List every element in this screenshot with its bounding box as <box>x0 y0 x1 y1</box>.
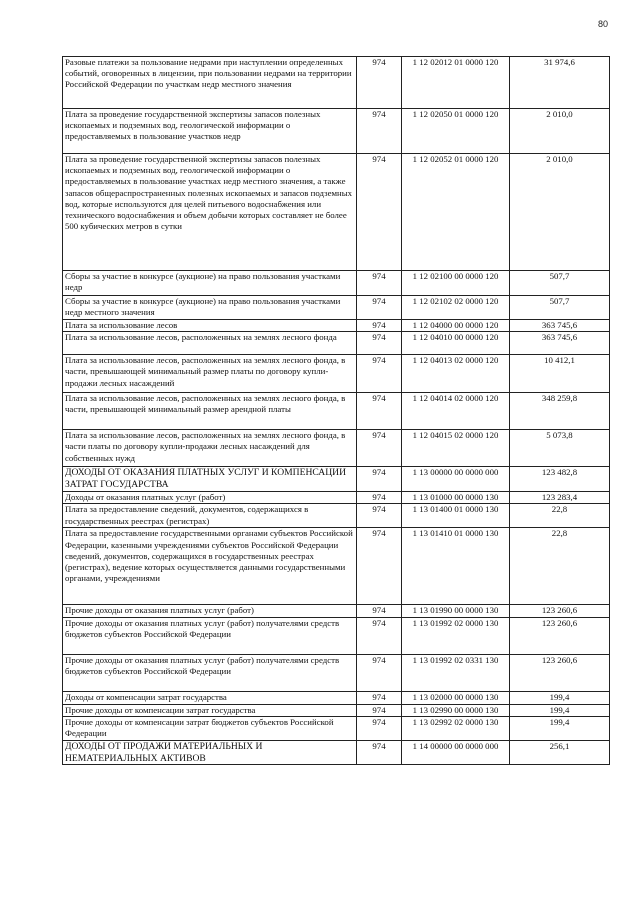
row-name: Прочие доходы от оказания платных услуг (работ) <box>63 605 357 617</box>
row-amount: 31 974,6 <box>510 57 610 109</box>
row-budget-code: 1 13 01410 01 0000 130 <box>402 528 510 605</box>
row-admin-code: 974 <box>357 109 402 154</box>
table-row <box>63 271 610 296</box>
row-admin-code: 974 <box>357 296 402 320</box>
row-budget-code: 1 13 01992 02 0000 130 <box>402 617 510 654</box>
row-budget-code: 1 12 02050 01 0000 120 <box>402 109 510 154</box>
row-amount: 507,7 <box>510 271 610 296</box>
row-admin-code: 974 <box>357 654 402 691</box>
row-admin-code: 974 <box>357 393 402 430</box>
row-name: Сборы за участие в конкурсе (аукционе) на право пользования участками недр <box>63 271 357 296</box>
row-admin-code: 974 <box>357 57 402 109</box>
row-name: ДОХОДЫ ОТ ПРОДАЖИ МАТЕРИАЛЬНЫХ И НЕМАТЕРИАЛЬНЫХ АКТИВОВ <box>63 740 357 765</box>
table-row <box>63 57 610 109</box>
row-admin-code: 974 <box>357 704 402 716</box>
row-admin-code: 974 <box>357 740 402 765</box>
row-budget-code: 1 12 02012 01 0000 120 <box>402 57 510 109</box>
row-name: Разовые платежи за пользование недрами при наступлении определенных событий, оговоренных в лицензии, при пользовании недрами на территории Российской Федерации по участкам недр местного значения <box>63 57 357 109</box>
row-budget-code: 1 14 00000 00 0000 000 <box>402 740 510 765</box>
row-admin-code: 974 <box>357 154 402 271</box>
row-name: Плата за использование лесов, расположенных на землях лесного фонда, в части платы по договору купли-продажи лесных насаждений для собственных нужд <box>63 430 357 467</box>
row-name: Плата за предоставление сведений, документов, содержащихся в государственных реестрах (регистрах) <box>63 504 357 528</box>
row-amount: 199,4 <box>510 704 610 716</box>
table-row <box>63 154 610 271</box>
row-name: ДОХОДЫ ОТ ОКАЗАНИЯ ПЛАТНЫХ УСЛУГ И КОМПЕНСАЦИИ ЗАТРАТ ГОСУДАРСТВА <box>63 467 357 492</box>
row-name: Прочие доходы от компенсации затрат государства <box>63 704 357 716</box>
row-amount: 363 745,6 <box>510 332 610 355</box>
row-budget-code: 1 13 02992 02 0000 130 <box>402 716 510 740</box>
row-amount: 5 073,8 <box>510 430 610 467</box>
row-amount: 22,8 <box>510 504 610 528</box>
row-amount: 348 259,8 <box>510 393 610 430</box>
row-name: Плата за использование лесов, расположенных на землях лесного фонда, в части, превышающей минимальный размер платы по договору купли-продажи лесных насаждений <box>63 355 357 393</box>
row-budget-code: 1 12 04010 00 0000 120 <box>402 332 510 355</box>
row-budget-code: 1 12 02102 02 0000 120 <box>402 296 510 320</box>
row-budget-code: 1 12 04013 02 0000 120 <box>402 355 510 393</box>
table-row <box>63 296 610 320</box>
row-amount: 363 745,6 <box>510 320 610 332</box>
table-row <box>63 605 610 617</box>
row-admin-code: 974 <box>357 528 402 605</box>
revenue-table <box>62 56 610 765</box>
table-row <box>63 528 610 605</box>
row-admin-code: 974 <box>357 716 402 740</box>
row-amount: 123 482,8 <box>510 467 610 492</box>
row-amount: 123 283,4 <box>510 492 610 504</box>
row-admin-code: 974 <box>357 691 402 704</box>
row-amount: 507,7 <box>510 296 610 320</box>
row-amount: 199,4 <box>510 716 610 740</box>
row-amount: 256,1 <box>510 740 610 765</box>
row-amount: 123 260,6 <box>510 617 610 654</box>
row-budget-code: 1 12 02100 00 0000 120 <box>402 271 510 296</box>
table-row <box>63 704 610 716</box>
row-budget-code: 1 13 00000 00 0000 000 <box>402 467 510 492</box>
row-amount: 10 412,1 <box>510 355 610 393</box>
row-budget-code: 1 13 02990 00 0000 130 <box>402 704 510 716</box>
row-name: Доходы от компенсации затрат государства <box>63 691 357 704</box>
table-row <box>63 332 610 355</box>
table-row <box>63 716 610 740</box>
row-name: Плата за предоставление государственными органами субъектов Российской Федерации, казенными учреждениями субъектов Российской Федерации сведений, документов, содержащихся в государственных реестрах (регистрах), ведение которых осуществляется данными государственными органами, учреждениями <box>63 528 357 605</box>
row-budget-code: 1 13 01000 00 0000 130 <box>402 492 510 504</box>
row-budget-code: 1 12 04015 02 0000 120 <box>402 430 510 467</box>
row-budget-code: 1 13 01990 00 0000 130 <box>402 605 510 617</box>
row-budget-code: 1 13 01400 01 0000 130 <box>402 504 510 528</box>
row-name: Плата за использование лесов, расположенных на землях лесного фонда, в части, превышающей минимальный размер арендной платы <box>63 393 357 430</box>
table-row <box>63 691 610 704</box>
row-amount: 123 260,6 <box>510 605 610 617</box>
table-row <box>63 654 610 691</box>
row-admin-code: 974 <box>357 332 402 355</box>
row-amount: 199,4 <box>510 691 610 704</box>
table-row <box>63 320 610 332</box>
table-row <box>63 740 610 765</box>
row-name: Плата за использование лесов, расположенных на землях лесного фонда <box>63 332 357 355</box>
row-amount: 22,8 <box>510 528 610 605</box>
row-budget-code: 1 13 02000 00 0000 130 <box>402 691 510 704</box>
row-admin-code: 974 <box>357 504 402 528</box>
row-budget-code: 1 12 04014 02 0000 120 <box>402 393 510 430</box>
table-row <box>63 393 610 430</box>
row-name: Прочие доходы от оказания платных услуг (работ) получателями средств бюджетов субъектов Российской Федерации <box>63 617 357 654</box>
table-row <box>63 617 610 654</box>
table-row <box>63 504 610 528</box>
row-name: Прочие доходы от оказания платных услуг (работ) получателями средств бюджетов субъектов Российской Федерации <box>63 654 357 691</box>
table-row <box>63 492 610 504</box>
row-name: Плата за использование лесов <box>63 320 357 332</box>
row-name: Доходы от оказания платных услуг (работ) <box>63 492 357 504</box>
row-name: Прочие доходы от компенсации затрат бюджетов субъектов Российской Федерации <box>63 716 357 740</box>
row-admin-code: 974 <box>357 467 402 492</box>
row-admin-code: 974 <box>357 320 402 332</box>
row-budget-code: 1 12 04000 00 0000 120 <box>402 320 510 332</box>
row-amount: 2 010,0 <box>510 109 610 154</box>
table-row <box>63 467 610 492</box>
row-budget-code: 1 12 02052 01 0000 120 <box>402 154 510 271</box>
table-row <box>63 109 610 154</box>
row-name: Сборы за участие в конкурсе (аукционе) на право пользования участками недр местного значения <box>63 296 357 320</box>
row-admin-code: 974 <box>357 430 402 467</box>
row-admin-code: 974 <box>357 355 402 393</box>
row-admin-code: 974 <box>357 617 402 654</box>
row-name: Плата за проведение государственной экспертизы запасов полезных ископаемых и подземных вод, геологической информации о предоставляемых в пользование участков недр <box>63 109 357 154</box>
row-admin-code: 974 <box>357 605 402 617</box>
row-amount: 123 260,6 <box>510 654 610 691</box>
page-number: 80 <box>597 19 608 29</box>
row-amount: 2 010,0 <box>510 154 610 271</box>
row-admin-code: 974 <box>357 271 402 296</box>
table-row <box>63 430 610 467</box>
row-admin-code: 974 <box>357 492 402 504</box>
row-budget-code: 1 13 01992 02 0331 130 <box>402 654 510 691</box>
table-row <box>63 355 610 393</box>
row-name: Плата за проведение государственной экспертизы запасов полезных ископаемых и подземных вод, геологической информации о предоставляемых в пользование участках недр местного значения, а также запасов общераспространенных полезных ископаемых и запасов подземных вод, которые используются для целей питьевого водоснабжения или технического водоснабжения и объем добычи которых составляет не более 500 кубических метров в сутки <box>63 154 357 271</box>
revenue-table-body <box>63 57 610 765</box>
